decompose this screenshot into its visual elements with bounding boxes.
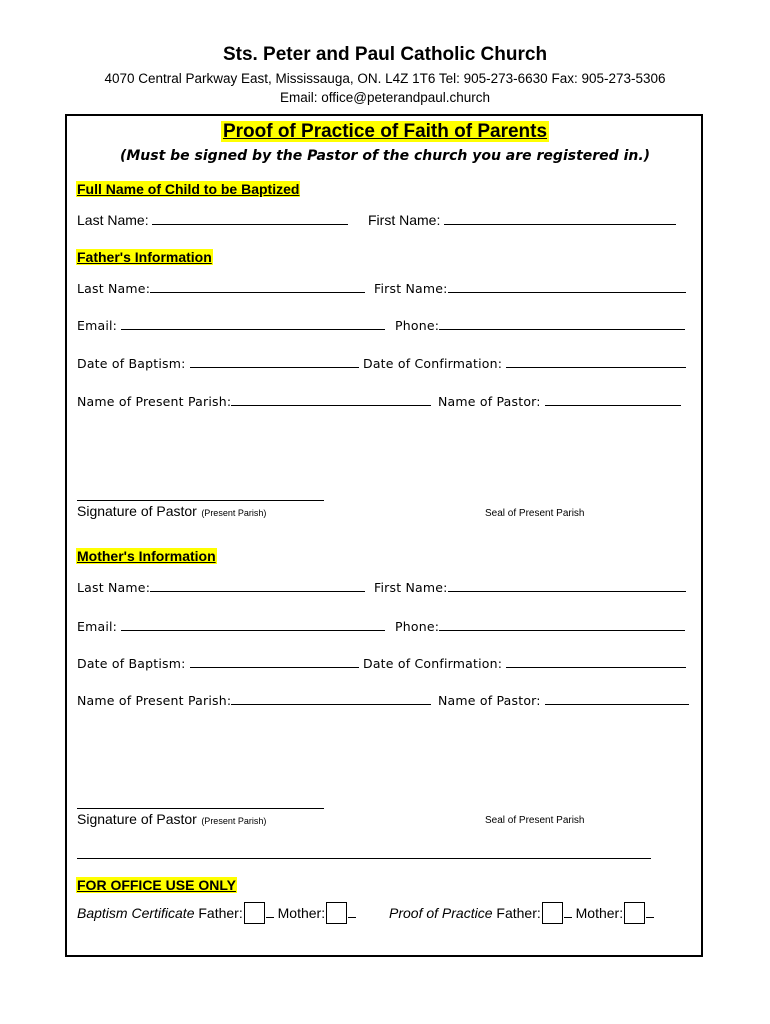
mother-parish-blank[interactable]: [231, 691, 431, 705]
father-email-blank[interactable]: [121, 316, 385, 330]
father-parish-blank[interactable]: [231, 392, 431, 406]
father-signature-line[interactable]: [77, 500, 324, 501]
mother-email-label: Email:: [77, 619, 118, 634]
father-baptism-field[interactable]: [77, 354, 359, 371]
church-address: 4070 Central Parkway East, Mississauga, ON. L4Z 1T6 Tel: 905-273-6630 Fax: 905-273-5306: [104, 71, 666, 86]
office-heading-text: FOR OFFICE USE ONLY: [77, 877, 236, 893]
proof-father-underline: [564, 917, 572, 918]
father-parish-field[interactable]: [77, 392, 431, 409]
father-last-name-label: Last Name:: [77, 281, 151, 296]
mother-first-name-blank[interactable]: [448, 578, 686, 592]
mother-heading-text: Mother's Information: [77, 548, 216, 564]
father-pastor-label: Name of Pastor:: [438, 394, 541, 409]
child-heading-text: Full Name of Child to be Baptized: [77, 181, 300, 197]
father-heading-text: Father's Information: [77, 249, 212, 265]
mother-seal-label: Seal of Present Parish: [485, 815, 585, 826]
office-section-heading: [76, 877, 237, 895]
father-last-name-blank[interactable]: [150, 279, 365, 293]
form-title-text: Proof of Practice of Faith of Parents: [222, 121, 548, 142]
father-phone-blank[interactable]: [439, 316, 685, 330]
father-email-field[interactable]: [77, 316, 385, 333]
mother-pastor-blank[interactable]: [545, 691, 689, 705]
mother-baptism-field[interactable]: [77, 654, 359, 671]
mother-pastor-label: Name of Pastor:: [438, 693, 541, 708]
mother-pastor-field[interactable]: [438, 691, 689, 708]
baptism-cert-father-underline: [266, 917, 274, 918]
child-section-heading: [76, 181, 300, 199]
office-proof-row: [389, 902, 654, 924]
mother-last-name-blank[interactable]: [150, 578, 365, 592]
church-name: Sts. Peter and Paul Catholic Church: [222, 44, 548, 65]
mother-confirmation-field[interactable]: [363, 654, 686, 671]
mother-phone-label: Phone:: [395, 619, 440, 634]
mother-email-blank[interactable]: [121, 617, 385, 631]
mother-signature-line[interactable]: [77, 808, 324, 809]
father-phone-field[interactable]: [395, 316, 685, 333]
father-section-heading: [76, 249, 213, 267]
father-signature-note: (Present Parish): [201, 508, 267, 518]
father-first-name-blank[interactable]: [448, 279, 686, 293]
father-phone-label: Phone:: [395, 318, 440, 333]
proof-father-checkbox[interactable]: [542, 902, 563, 924]
form-subtitle: (Must be signed by the Pastor of the church you are registered in.): [119, 148, 651, 164]
mother-confirmation-label: Date of Confirmation:: [363, 656, 503, 671]
baptism-cert-mother-checkbox[interactable]: [326, 902, 347, 924]
father-pastor-blank[interactable]: [545, 392, 681, 406]
mother-parish-label: Name of Present Parish:: [77, 693, 232, 708]
father-signature-label: [77, 503, 266, 521]
father-confirmation-field[interactable]: [363, 354, 686, 371]
father-seal-label: Seal of Present Parish: [485, 508, 585, 519]
proof-mother-checkbox[interactable]: [624, 902, 645, 924]
mother-last-name-field[interactable]: [77, 578, 365, 595]
father-parish-label: Name of Present Parish:: [77, 394, 232, 409]
proof-mother-label: Mother:: [575, 905, 624, 921]
mother-signature-label: [77, 811, 266, 829]
office-checks-row: [77, 902, 356, 924]
baptism-cert-father-checkbox[interactable]: [244, 902, 265, 924]
child-first-name-label: First Name:: [368, 212, 441, 228]
mother-baptism-label: Date of Baptism:: [77, 656, 186, 671]
baptism-certificate-label: Baptism Certificate: [77, 905, 195, 921]
mother-section-heading: [76, 548, 217, 566]
mother-phone-field[interactable]: [395, 617, 685, 634]
mother-last-name-label: Last Name:: [77, 580, 151, 595]
father-baptism-blank[interactable]: [190, 354, 359, 368]
father-confirmation-blank[interactable]: [506, 354, 686, 368]
father-last-name-field[interactable]: [77, 279, 365, 296]
father-first-name-label: First Name:: [374, 281, 448, 296]
father-email-label: Email:: [77, 318, 118, 333]
mother-phone-blank[interactable]: [439, 617, 685, 631]
child-last-name-label: Last Name:: [77, 212, 149, 228]
proof-of-practice-label: Proof of Practice: [389, 905, 493, 921]
baptism-cert-mother-label: Mother:: [277, 905, 326, 921]
baptism-cert-father-label: Father:: [198, 905, 243, 921]
mother-signature-note: (Present Parish): [201, 816, 267, 826]
form-frame: [65, 114, 703, 957]
father-pastor-field[interactable]: [438, 392, 681, 409]
mother-parish-field[interactable]: [77, 691, 431, 708]
mother-signature-text: Signature of Pastor: [77, 811, 197, 827]
father-first-name-field[interactable]: [374, 279, 686, 296]
father-confirmation-label: Date of Confirmation:: [363, 356, 503, 371]
mother-first-name-field[interactable]: [374, 578, 686, 595]
mother-confirmation-blank[interactable]: [506, 654, 686, 668]
proof-father-label: Father:: [496, 905, 541, 921]
proof-mother-underline: [646, 917, 654, 918]
child-last-name-blank[interactable]: [152, 211, 348, 225]
child-first-name-blank[interactable]: [444, 211, 676, 225]
mother-baptism-blank[interactable]: [190, 654, 359, 668]
church-email: Email: office@peterandpaul.church: [279, 90, 491, 105]
father-baptism-label: Date of Baptism:: [77, 356, 186, 371]
office-separator-line: [77, 858, 651, 859]
child-first-name-field[interactable]: [368, 211, 676, 228]
form-title: [0, 121, 770, 143]
baptism-cert-mother-underline: [348, 917, 356, 918]
child-last-name-field[interactable]: [77, 211, 348, 228]
mother-email-field[interactable]: [77, 617, 385, 634]
mother-first-name-label: First Name:: [374, 580, 448, 595]
father-signature-text: Signature of Pastor: [77, 503, 197, 519]
